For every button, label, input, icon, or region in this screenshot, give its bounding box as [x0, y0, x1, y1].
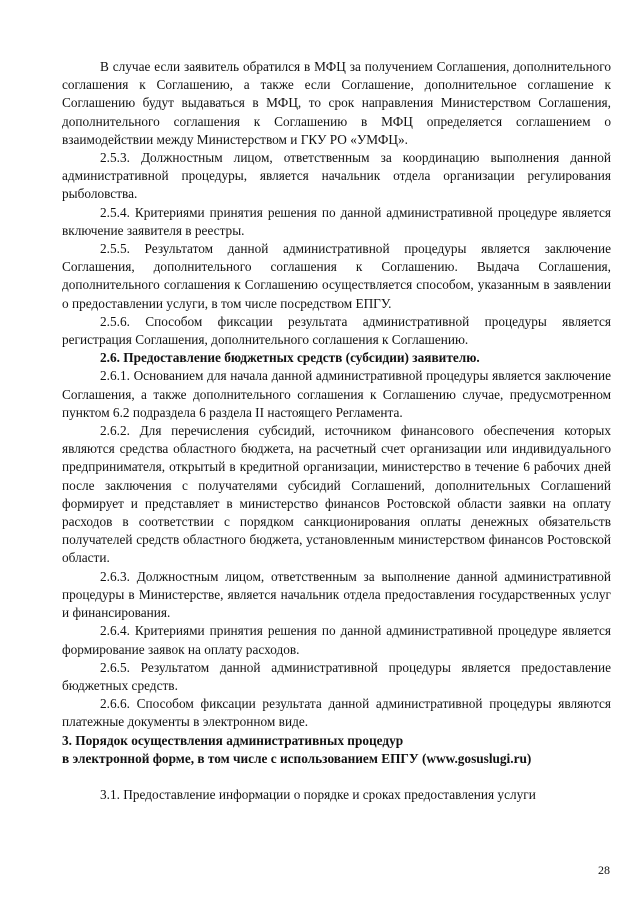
paragraph-mfc-deadline: В случае если заявитель обратился в МФЦ за получением Соглашения, дополнительного соглашения к Соглашению, а также если Соглашение, дополнительное соглашение к Соглашению будут выдаваться в МФЦ, то срок направления Министерством Соглашения, дополнительного соглашения к Соглашению в МФЦ определяется соглашением о взаимодействии между Министерством и ГКУ РО «УМФЦ». — [62, 59, 611, 147]
subsection-heading-2-6: 2.6. Предоставление бюджетных средств (субсидии) заявителю. — [100, 350, 480, 366]
paragraph-2-6-3: 2.6.3. Должностным лицом, ответственным за выполнение данной административной процедуры в Министерстве, является начальник отдела предоставления государственных услуг и финансирования. — [62, 568, 611, 621]
paragraph-2-6-5: 2.6.5. Результатом данной административной процедуры является предоставление бюджетных средств. — [62, 659, 611, 693]
page-number: 28 — [598, 863, 610, 877]
paragraph-2-5-4: 2.5.4. Критериями принятия решения по данной административной процедуре является включение заявителя в реестры. — [62, 204, 611, 238]
document-page — [62, 58, 611, 804]
paragraph-2-6-1: 2.6.1. Основанием для начала данной административной процедуры является заключение Соглашения, а также дополнительного соглашения к Соглашению случае, предусмотренном пунктом 6.2 подраздела 6 раздела II настоящего Регламента. — [62, 368, 611, 420]
paragraph-2-5-5: 2.5.5. Результатом данной административной процедуры является заключение Соглашения, дополнительного соглашения к Соглашению. Выдача Соглашения, дополнительного соглашения к Соглашению осуществляется способом, указанным в заявлении о предоставлении услуги, в том числе посредством ЕПГУ. — [62, 241, 611, 311]
paragraph-2-5-6: 2.5.6. Способом фиксации результата административной процедуры является регистрация Соглашения, дополнительного соглашения к Соглашению. — [62, 313, 611, 348]
section-title-line-2: в электронной форме, в том числе с использованием ЕПГУ (www.gosuslugi.ru) — [62, 751, 532, 767]
paragraph-2-6-6: 2.6.6. Способом фиксации результата данной административной процедуры являются платежные документы в электронном виде. — [62, 696, 611, 730]
section-title — [62, 732, 611, 769]
paragraph-3-1: 3.1. Предоставление информации о порядке и сроках предоставления услуги — [100, 786, 536, 802]
section-title-line-1: 3. Порядок осуществления административных процедур — [62, 732, 404, 748]
paragraph-2-6-4: 2.6.4. Критериями принятия решения по данной административной процедуре является формирование заявок на оплату расходов. — [62, 623, 611, 657]
paragraph-2-6-2: 2.6.2. Для перечисления субсидий, источником финансового обеспечения которых являются средства областного бюджета, на расчетный счет организации или индивидуального предпринимателя, открытый в кредитной организации, министерство в течение 6 рабочих дней после заключения с получателями субсидий Соглашений, дополнительных Соглашений формирует и представляет в министерство финансов Ростовской области заявки на оплату расходов в соответствии с порядком санкционирования оплаты денежных обязательств получателей средств областного бюджета, установленным министерством финансов Ростовской области. — [62, 423, 611, 566]
paragraph-2-5-3: 2.5.3. Должностным лицом, ответственным за координацию выполнения данной административной процедуры, является начальник отдела организации регулирования рыболовства. — [62, 150, 611, 202]
